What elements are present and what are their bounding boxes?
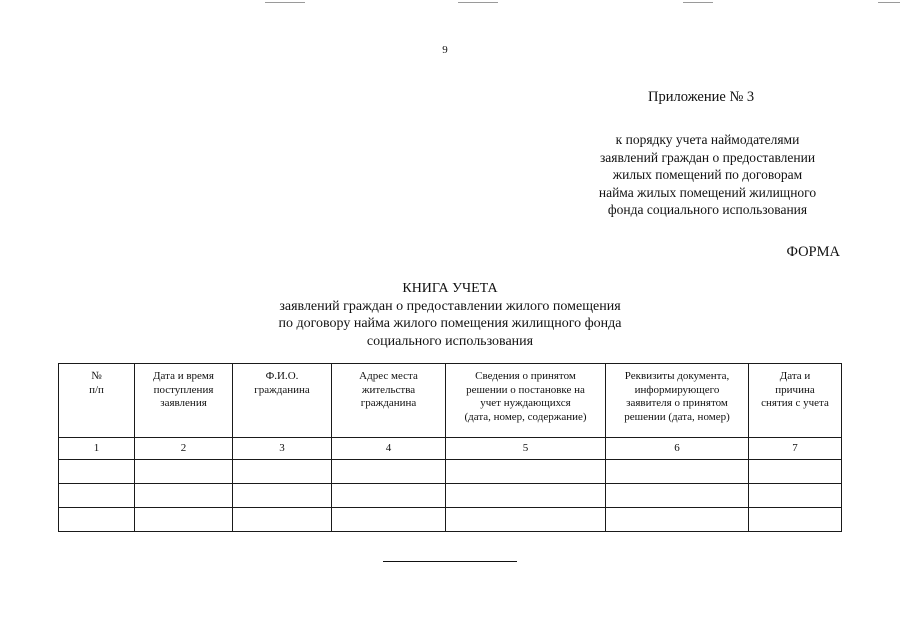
column-number: 1 [59, 438, 135, 460]
column-number: 6 [606, 438, 749, 460]
column-number: 7 [749, 438, 842, 460]
page-number: 9 [442, 44, 448, 56]
appendix-title: Приложение № 3 [648, 89, 755, 105]
column-header-document [606, 364, 749, 438]
table-cell [135, 508, 233, 532]
table-cell [135, 460, 233, 484]
appendix-subtitle-line: к порядку учета наймодателями [615, 132, 800, 147]
table-cell [332, 508, 446, 532]
column-number: 3 [233, 438, 332, 460]
table-cell [332, 460, 446, 484]
table-row [59, 508, 842, 532]
register-table [58, 363, 842, 532]
table-cell [332, 484, 446, 508]
table-cell [59, 460, 135, 484]
table-cell [135, 484, 233, 508]
table-cell [446, 460, 606, 484]
scan-edge-mark [458, 2, 498, 3]
column-number: 5 [446, 438, 606, 460]
table-cell [446, 484, 606, 508]
table-cell [233, 460, 332, 484]
column-header-line: гражданина [360, 397, 417, 409]
column-header-line: решении (дата, номер) [624, 410, 730, 423]
column-header-decision [446, 364, 606, 438]
table-cell [606, 508, 749, 532]
column-header-removal [749, 364, 842, 438]
table-row [59, 484, 842, 508]
table-cell [446, 508, 606, 532]
column-header-line: Дата и [779, 370, 811, 382]
column-header-line: информирующего [634, 383, 720, 396]
book-subtitle-line: по договору найма жилого помещения жилищного фонда [278, 316, 622, 331]
column-header-line: заявления [160, 397, 207, 409]
appendix-subtitle-line: найма жилых помещений жилищного [598, 184, 817, 200]
appendix-subtitle-line: заявлений граждан о предоставлении [599, 149, 816, 165]
column-header-line: п/п [89, 383, 104, 396]
column-header-address [332, 364, 446, 438]
scan-edge-mark [878, 2, 900, 3]
form-label: ФОРМА [786, 244, 840, 260]
book-title-block [200, 280, 700, 350]
table-cell [749, 460, 842, 484]
column-header-line: Ф.И.О. [265, 370, 299, 382]
table-cell [749, 508, 842, 532]
table-cell [59, 508, 135, 532]
table-row [59, 460, 842, 484]
book-subtitle-line: заявлений граждан о предоставлении жилого помещения [279, 298, 621, 314]
column-header-line: снятия с учета [761, 397, 829, 409]
appendix-subtitle-line: фонда социального использования [607, 202, 808, 217]
column-header-line: Дата и время [153, 370, 214, 382]
column-header-line: жительства [361, 383, 416, 396]
table-column-numbers-row [59, 438, 842, 460]
column-header-line: № [91, 370, 102, 382]
column-header-line: учет нуждающихся [480, 397, 571, 409]
table-cell [59, 484, 135, 508]
column-header-line: поступления [153, 383, 214, 396]
book-title: КНИГА УЧЕТА [402, 281, 498, 296]
table-cell [606, 460, 749, 484]
scan-edge-mark [683, 2, 713, 3]
column-header-line: Реквизиты документа, [624, 370, 730, 382]
table-cell [606, 484, 749, 508]
column-number: 2 [135, 438, 233, 460]
scan-edge-mark [265, 2, 305, 3]
column-header-line: решении о постановке на [466, 383, 585, 396]
table-cell [749, 484, 842, 508]
table-cell [233, 508, 332, 532]
column-header-line: заявителя о принятом [626, 397, 728, 409]
column-header-name [233, 364, 332, 438]
column-header-line: причина [775, 383, 815, 396]
book-subtitle-line: социального использования [366, 333, 534, 349]
table-header-row [59, 364, 842, 438]
column-header-line: (дата, номер, содержание) [464, 410, 587, 423]
table-cell [233, 484, 332, 508]
column-header-line: Адрес места [359, 370, 418, 382]
column-header-line: гражданина [254, 383, 310, 396]
appendix-subtitle-line: жилых помещений по договорам [612, 167, 803, 182]
bottom-rule [383, 561, 517, 562]
column-header-number [59, 364, 135, 438]
column-number: 4 [332, 438, 446, 460]
column-header-date [135, 364, 233, 438]
column-header-line: Сведения о принятом [475, 370, 576, 382]
appendix-subtitle [575, 131, 840, 219]
